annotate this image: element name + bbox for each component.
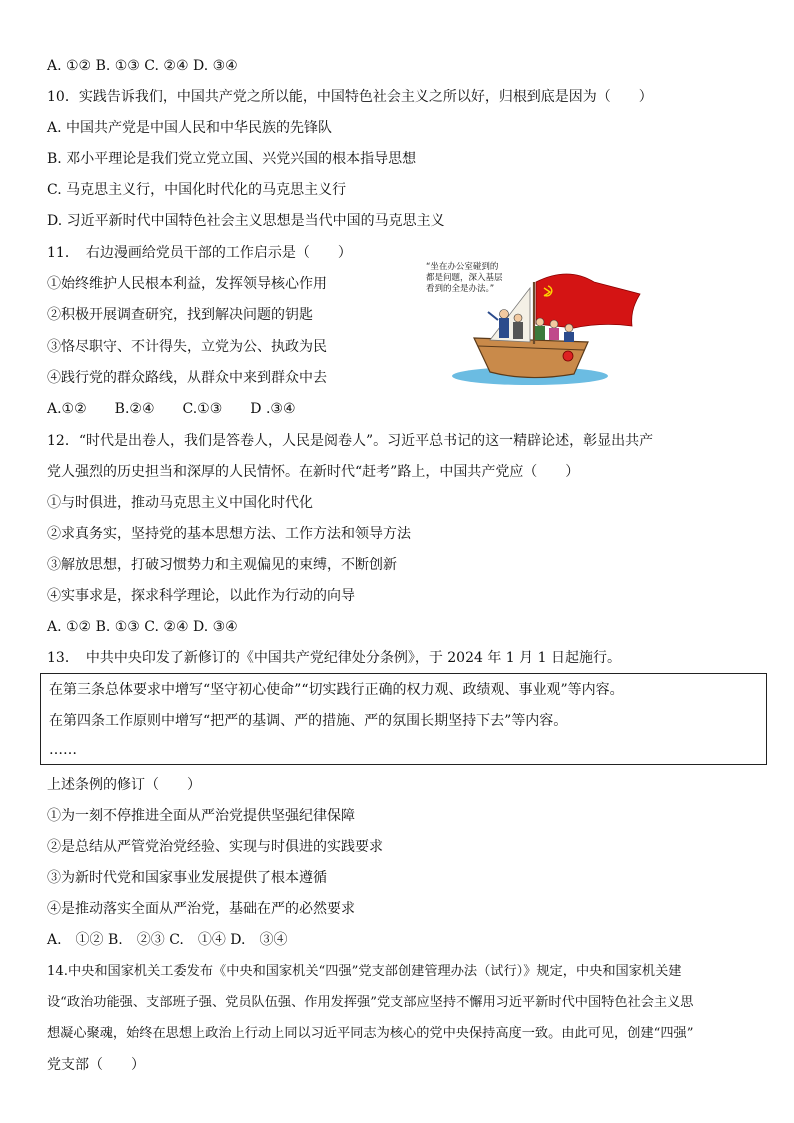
- q13-stem: 13． 中共中央印发了新修订的《中国共产党纪律处分条例》，于 2024 年 1 月 1 日起施行。: [47, 650, 621, 666]
- q13-options: A. ①② B. ②③ C. ①④ D. ③④: [47, 932, 288, 948]
- q10-option-a: A. 中国共产党是中国人民和中华民族的先锋队: [47, 120, 333, 136]
- q13-material-box: [40, 673, 767, 765]
- q10-option-d: D. 习近平新时代中国特色社会主义思想是当代中国的马克思主义: [47, 213, 445, 229]
- q12-statement-2: ②求真务实，坚持党的基本思想方法、工作方法和领导方法: [47, 526, 411, 542]
- q12-stem-line-1: 12．“时代是出卷人，我们是答卷人，人民是阅卷人”。习近平总书记的这一精辟论述，彰显出共产: [47, 433, 654, 449]
- q9-options: A. ①② B. ①③ C. ②④ D. ③④: [47, 58, 238, 74]
- q12-statement-4: ④实事求是，探求科学理论，以此作为行动的向导: [47, 588, 355, 604]
- q14-line-2: 设“政治功能强、支部班子强、党员队伍强、作用发挥强”党支部应坚持不懈用习近平新时代中国特色社会主义思: [47, 995, 694, 1010]
- q13-material-line-2: 在第四条工作原则中增写“把严的基调、严的措施、严的氛围长期坚持下去”等内容。: [49, 713, 568, 729]
- q14-line-3: 想凝心聚魂，始终在思想上政治上行动上同以习近平同志为核心的党中央保持高度一致。由此可见，创建“四强”: [47, 1026, 694, 1041]
- q12-statement-3: ③解放思想，打破习惯势力和主观偏见的束缚，不断创新: [47, 557, 397, 573]
- q13-statement-4: ④是推动落实全面从严治党，基础在严的必然要求: [47, 901, 355, 917]
- q13-ask: 上述条例的修订（ ）: [47, 777, 201, 793]
- q11-statement-2: ②积极开展调查研究，找到解决问题的钥匙: [47, 307, 313, 323]
- q13-statement-2: ②是总结从严管党治党经验、实现与时俱进的实践要求: [47, 839, 383, 855]
- q10-stem: 10．实践告诉我们，中国共产党之所以能，中国特色社会主义之所以好，归根到底是因为（ ）: [47, 89, 653, 105]
- q11-statement-3: ③恪尽职守、不计得失，立党为公、执政为民: [47, 339, 327, 355]
- q13-material-line-1: 在第三条总体要求中增写“坚守初心使命”“切实践行正确的权力观、政绩观、事业观”等内容。: [49, 682, 624, 698]
- q12-stem-line-2: 党人强烈的历史担当和深厚的人民情怀。在新时代“赶考”路上，中国共产党应（ ）: [47, 464, 580, 480]
- q13-statement-1: ①为一刻不停推进全面从严治党提供坚强纪律保障: [47, 808, 355, 824]
- q12-options: A. ①② B. ①③ C. ②④ D. ③④: [47, 619, 238, 635]
- cartoon-caption: “坐在办公室碰到的 都是问题，深入基层 看到的全是办法。”: [426, 262, 503, 294]
- q14-line-1: 14.中央和国家机关工委发布《中央和国家机关“四强”党支部创建管理办法（试行）》规定，中央和国家机关建: [47, 964, 682, 979]
- q11-statement-1: ①始终维护人民根本利益，发挥领导核心作用: [47, 276, 327, 292]
- q12-statement-1: ①与时俱进，推动马克思主义中国化时代化: [47, 495, 313, 511]
- q11-statement-4: ④践行党的群众路线，从群众中来到群众中去: [47, 370, 327, 386]
- q13-material-ellipsis: ……: [49, 742, 77, 758]
- q11-options: A.①② B.②④ C.①③ D .③④: [47, 401, 296, 417]
- q10-option-c: C. 马克思主义行，中国化时代化的马克思主义行: [47, 182, 347, 198]
- q14-line-4: 党支部（ ）: [47, 1057, 145, 1073]
- q13-statement-3: ③为新时代党和国家事业发展提供了根本遵循: [47, 870, 327, 886]
- q10-option-b: B. 邓小平理论是我们党立党立国、兴党兴国的根本指导思想: [47, 151, 417, 167]
- q11-stem: 11． 右边漫画给党员干部的工作启示是（ ）: [47, 245, 352, 261]
